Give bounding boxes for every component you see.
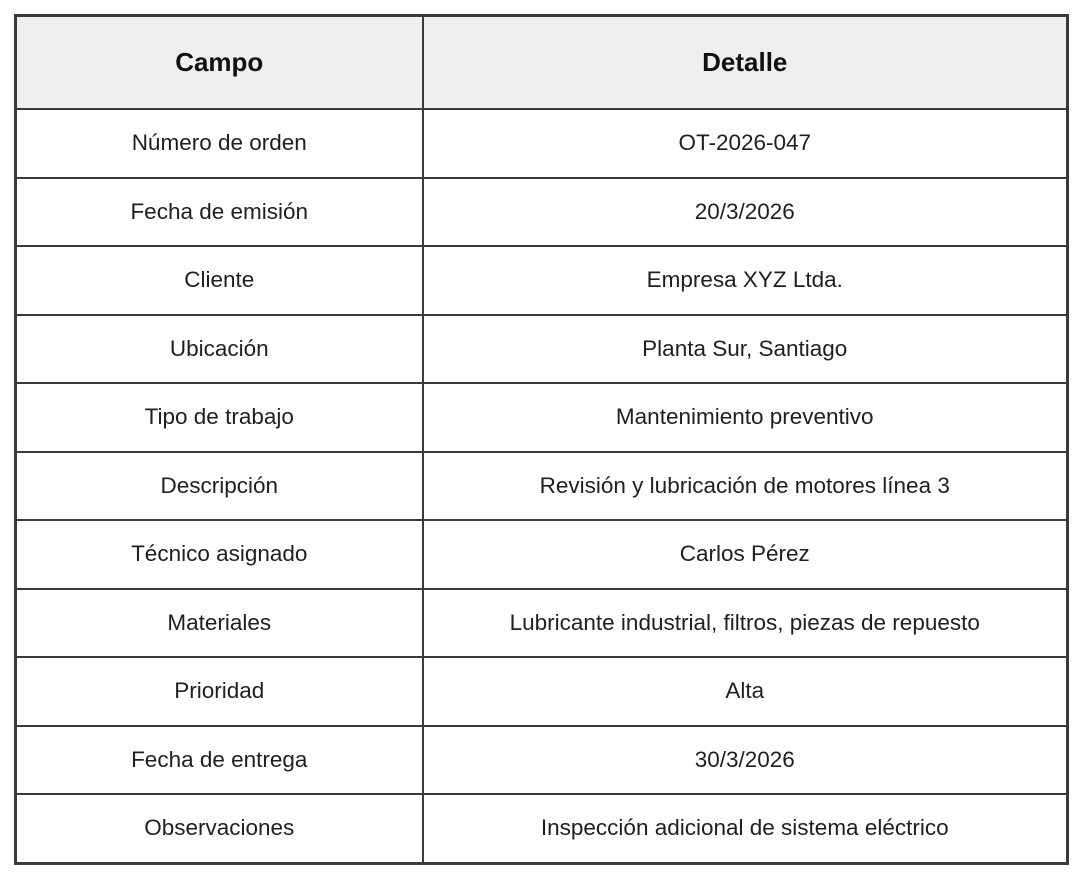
cell-detalle: Planta Sur, Santiago	[423, 315, 1068, 384]
cell-campo: Descripción	[16, 452, 423, 521]
table-row	[16, 520, 1068, 589]
cell-detalle: 30/3/2026	[423, 726, 1068, 795]
cell-campo: Tipo de trabajo	[16, 383, 423, 452]
table-row	[16, 726, 1068, 795]
cell-campo: Fecha de entrega	[16, 726, 423, 795]
column-header-campo: Campo	[16, 16, 423, 110]
cell-campo: Cliente	[16, 246, 423, 315]
cell-campo: Observaciones	[16, 794, 423, 863]
column-header-detalle: Detalle	[423, 16, 1068, 110]
table-row	[16, 657, 1068, 726]
cell-detalle: 20/3/2026	[423, 178, 1068, 247]
cell-detalle: Carlos Pérez	[423, 520, 1068, 589]
cell-campo: Materiales	[16, 589, 423, 658]
cell-campo: Ubicación	[16, 315, 423, 384]
cell-campo: Prioridad	[16, 657, 423, 726]
cell-campo: Fecha de emisión	[16, 178, 423, 247]
table-row	[16, 589, 1068, 658]
table-row	[16, 246, 1068, 315]
table-row	[16, 315, 1068, 384]
cell-detalle: Lubricante industrial, filtros, piezas de repuesto	[423, 589, 1068, 658]
header-row	[16, 16, 1068, 110]
cell-detalle: Revisión y lubricación de motores línea 3	[423, 452, 1068, 521]
cell-detalle: OT-2026-047	[423, 109, 1068, 178]
table-row	[16, 178, 1068, 247]
cell-detalle: Alta	[423, 657, 1068, 726]
work-order-table	[14, 14, 1069, 865]
table-row	[16, 452, 1068, 521]
cell-campo: Técnico asignado	[16, 520, 423, 589]
cell-detalle: Inspección adicional de sistema eléctrico	[423, 794, 1068, 863]
table-row	[16, 109, 1068, 178]
cell-campo: Número de orden	[16, 109, 423, 178]
cell-detalle: Empresa XYZ Ltda.	[423, 246, 1068, 315]
table-body	[16, 109, 1068, 863]
table-row	[16, 794, 1068, 863]
cell-detalle: Mantenimiento preventivo	[423, 383, 1068, 452]
table-row	[16, 383, 1068, 452]
